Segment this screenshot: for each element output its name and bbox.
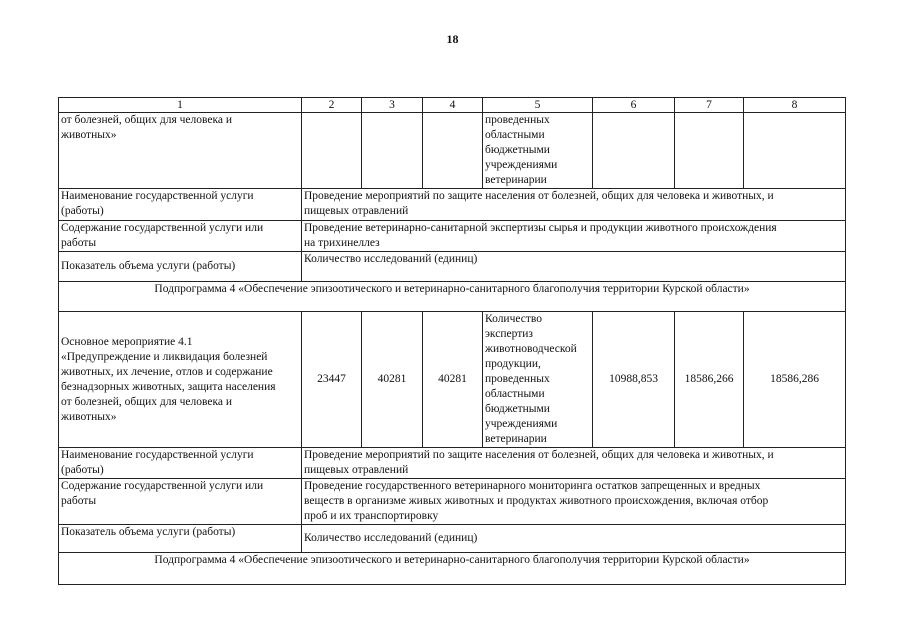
service-2-content-label-line-2: работы <box>61 495 97 507</box>
main-event-name-line-6: животных» <box>61 410 117 423</box>
service-2-content-label <box>59 479 302 525</box>
continuation-indicator-line-5: ветеринарии <box>485 174 547 186</box>
subprogram-1-title: Подпрограмма 4 «Обеспечение эпизоотического и ветеринарно-санитарного благополучия территории Курской области» <box>59 282 846 312</box>
service-1-volume-value: Количество исследований (единиц) <box>302 252 846 282</box>
header-cell-7: 7 <box>675 98 744 113</box>
service-1-volume-label: Показатель объема услуги (работы) <box>59 252 302 282</box>
service-1-name-row <box>59 189 846 221</box>
main-event-col6: 10988,853 <box>593 312 675 448</box>
service-2-name-row <box>59 448 846 479</box>
main-event-col3: 40281 <box>362 312 423 448</box>
service-2-content-value-line-2: веществ в организме живых животных и продуктах животного происхождения, включая отбор <box>304 495 769 507</box>
header-cell-1: 1 <box>59 98 302 113</box>
main-event-col4: 40281 <box>423 312 483 448</box>
main-event-name-line-2: «Предупреждение и ликвидация болезней <box>61 350 268 363</box>
main-event-indicator-line-3: животноводческой <box>485 343 577 355</box>
service-1-name-value <box>302 189 846 221</box>
service-1-name-label <box>59 189 302 221</box>
subprogram-2-row <box>59 553 846 585</box>
header-cell-3: 3 <box>362 98 423 113</box>
service-2-content-row <box>59 479 846 525</box>
continuation-indicator-cell <box>483 113 593 189</box>
continuation-name-line-2: животных» <box>61 129 117 141</box>
main-event-name <box>59 312 302 448</box>
main-event-name-line-3: животных, их лечение, отлов и содержание <box>61 365 273 378</box>
subprogram-2-title: Подпрограмма 4 «Обеспечение эпизоотического и ветеринарно-санитарного благополучия территории Курской области» <box>59 553 846 585</box>
continuation-indicator-line-1: проведенных <box>485 114 550 126</box>
main-event-indicator-line-9: ветеринарии <box>485 433 547 445</box>
main-event-indicator-line-5: проведенных <box>485 373 550 385</box>
main-event-col8: 18586,286 <box>744 312 846 448</box>
main-event-indicator-line-8: учреждениями <box>485 418 558 430</box>
continuation-indicator-line-2: областными <box>485 129 545 141</box>
service-2-content-value <box>302 479 846 525</box>
service-2-name-value <box>302 448 846 479</box>
service-2-name-value-line-2: пищевых отравлений <box>304 464 409 476</box>
service-1-content-row <box>59 221 846 252</box>
main-event-indicator-line-2: экспертиз <box>485 328 533 340</box>
header-cell-5: 5 <box>483 98 593 113</box>
service-2-name-label <box>59 448 302 479</box>
header-cell-6: 6 <box>593 98 675 113</box>
service-2-content-value-line-1: Проведение государственного ветеринарного мониторинга остатков запрещенных и вредных <box>304 480 761 492</box>
service-2-content-value-line-3: проб и их транспортировку <box>304 510 439 522</box>
service-2-name-label-line-1: Наименование государственной услуги <box>61 449 254 461</box>
main-event-col2: 23447 <box>302 312 362 448</box>
service-1-name-label-line-2: (работы) <box>61 205 104 217</box>
service-2-content-label-line-1: Содержание государственной услуги или <box>61 480 264 492</box>
continuation-name-cell <box>59 113 302 189</box>
main-event-name-line-4: безнадзорных животных, защита населения <box>61 380 276 393</box>
continuation-name-line-1: от болезней, общих для человека и <box>61 114 233 126</box>
service-1-name-label-line-1: Наименование государственной услуги <box>61 190 254 202</box>
main-event-indicator-line-4: продукции, <box>485 358 541 370</box>
service-2-name-label-line-2: (работы) <box>61 464 104 476</box>
service-1-volume-row <box>59 252 846 282</box>
service-1-content-label-line-2: работы <box>61 237 97 249</box>
main-event-name-line-5: от болезней, общих для человека и <box>61 395 233 408</box>
service-1-content-value-line-1: Проведение ветеринарно-санитарной экспертизы сырья и продукции животного происхождения <box>304 222 777 234</box>
header-cell-2: 2 <box>302 98 362 113</box>
header-cell-8: 8 <box>744 98 846 113</box>
main-event-name-line-1: Основное мероприятие 4.1 <box>61 335 193 348</box>
service-1-name-value-line-2: пищевых отравлений <box>304 205 409 217</box>
continuation-indicator-line-4: учреждениями <box>485 159 558 171</box>
service-1-content-value-line-2: на трихинеллез <box>304 237 380 249</box>
main-event-indicator-line-7: бюджетными <box>485 403 550 415</box>
continuation-row <box>59 113 846 189</box>
service-1-content-value <box>302 221 846 252</box>
continuation-indicator-line-3: бюджетными <box>485 144 550 156</box>
service-2-volume-label: Показатель объема услуги (работы) <box>59 525 302 553</box>
page-number: 18 <box>446 32 459 46</box>
service-1-name-value-line-1: Проведение мероприятий по защите населения от болезней, общих для человека и животных, и <box>304 190 774 202</box>
main-event-indicator-line-1: Количество <box>485 313 542 325</box>
main-event-indicator <box>483 312 593 448</box>
main-event-indicator-line-6: областными <box>485 388 545 400</box>
service-1-content-label <box>59 221 302 252</box>
main-event-col7: 18586,266 <box>675 312 744 448</box>
subprogram-1-row <box>59 282 846 312</box>
service-2-volume-value: Количество исследований (единиц) <box>302 525 846 553</box>
service-1-content-label-line-1: Содержание государственной услуги или <box>61 222 264 234</box>
service-2-name-value-line-1: Проведение мероприятий по защите населения от болезней, общих для человека и животных, и <box>304 449 774 461</box>
service-2-volume-row <box>59 525 846 553</box>
header-cell-4: 4 <box>423 98 483 113</box>
budget-table <box>58 97 846 585</box>
main-event-row <box>59 312 846 448</box>
header-row <box>59 98 846 113</box>
